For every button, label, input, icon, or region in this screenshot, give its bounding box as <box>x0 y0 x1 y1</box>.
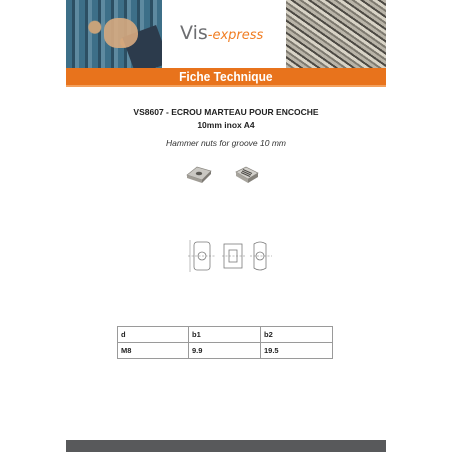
header-banner <box>66 0 386 68</box>
hammer-nut-photo-icon <box>184 163 214 185</box>
hammer-nut-technical-drawing <box>186 236 276 276</box>
table-cell-d: M8 <box>118 343 189 359</box>
technical-sheet <box>66 0 386 452</box>
logo-area <box>162 0 286 68</box>
footer-bar <box>66 440 386 452</box>
workshop-photo <box>66 0 162 68</box>
product-english-name: Hammer nuts for groove 10 mm <box>166 138 286 148</box>
brand-logo <box>180 22 263 44</box>
table-header-b2: b2 <box>261 327 333 343</box>
table-cell-b1: 9.9 <box>189 343 261 359</box>
table-row <box>118 343 333 359</box>
page-title: Fiche Technique <box>179 69 273 84</box>
screws-photo <box>286 0 386 68</box>
product-reference: VS8607 - ECROU MARTEAU POUR ENCOCHE <box>133 107 319 117</box>
brand-name-suffix: -express <box>207 28 264 43</box>
table-header-d: d <box>118 327 189 343</box>
hammer-nut-photo-icon <box>232 163 262 185</box>
title-bar <box>66 68 386 87</box>
product-spec: 10mm inox A4 <box>197 120 255 130</box>
table-header-b1: b1 <box>189 327 261 343</box>
brand-name-main: Vis <box>180 22 208 44</box>
table-header-row <box>118 327 333 343</box>
table-cell-b2: 19.5 <box>261 343 333 359</box>
dimensions-table <box>117 326 333 359</box>
